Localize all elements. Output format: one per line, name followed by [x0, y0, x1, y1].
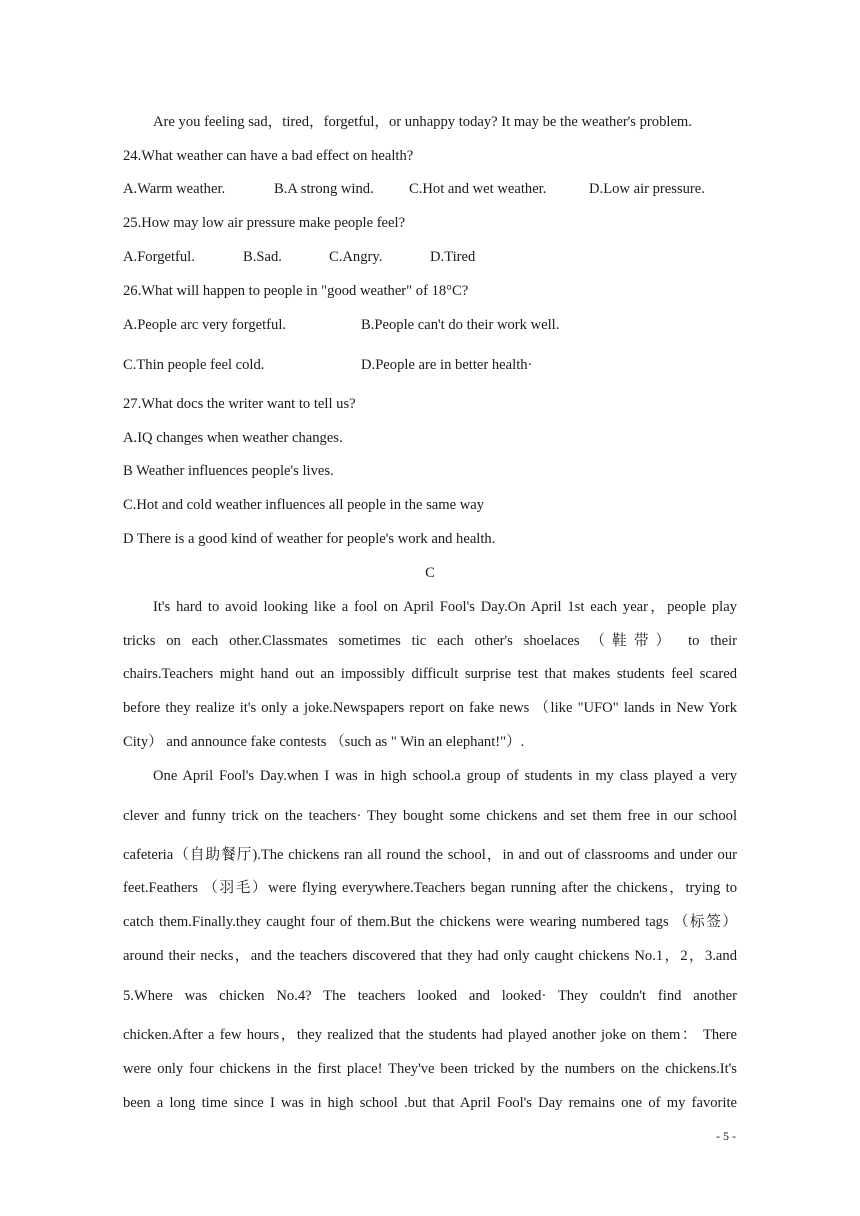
page-number: - 5 -	[716, 1129, 736, 1143]
question-25: 25.How may low air pressure make people feel?	[123, 215, 406, 231]
passage-line: clever and funny trick on the teachers· They bought some chickens and set them free in our school	[123, 808, 737, 824]
passage-line: were only four chickens in the first place! They've been tricked by the numbers on the chickens.It's	[123, 1061, 737, 1077]
passage-line: catch them.Finally.they caught four of them.But the chickens were wearing numbered tags （标签）	[123, 914, 737, 930]
q24-option-b: B.A strong wind.	[274, 181, 374, 197]
passage-line: been a long time since I was in high school .but that April Fool's Day remains one of my favorite	[123, 1095, 737, 1111]
q25-option-c: C.Angry.	[329, 249, 383, 265]
q24-option-d: D.Low air pressure.	[589, 181, 705, 197]
passage-line: around their necks，and the teachers discovered that they had only caught chickens No.1，2，3.and	[123, 948, 737, 964]
intro-sentence: Are you feeling sad，tired，forgetful，or unhappy today? It may be the weather's problem.	[153, 114, 692, 130]
question-24: 24.What weather can have a bad effect on health?	[123, 148, 414, 164]
q25-option-a: A.Forgetful.	[123, 249, 195, 265]
q26-option-d: D.People are in better health·	[361, 357, 533, 373]
q27-option-d: D There is a good kind of weather for people's work and health.	[123, 531, 496, 547]
q26-option-c: C.Thin people feel cold.	[123, 357, 265, 373]
question-27: 27.What docs the writer want to tell us?	[123, 396, 356, 412]
q26-option-a: A.People arc very forgetful.	[123, 317, 287, 333]
q25-option-d: D.Tired	[430, 249, 476, 265]
passage-line: chairs.Teachers might hand out an impossibly difficult surprise test that makes students feel scared	[123, 666, 737, 682]
passage-line: It's hard to avoid looking like a fool on April Fool's Day.On April 1st each year，people play	[153, 599, 737, 615]
q27-option-c: C.Hot and cold weather influences all people in the same way	[123, 497, 485, 513]
passage-line: feet.Feathers （羽毛）were flying everywhere.Teachers began running after the chickens，trying to	[123, 880, 737, 896]
question-26: 26.What will happen to people in "good weather" of 18°C?	[123, 283, 469, 299]
q27-option-b: B Weather influences people's lives.	[123, 463, 334, 479]
q27-option-a: A.IQ changes when weather changes.	[123, 430, 343, 446]
q24-option-c: C.Hot and wet weather.	[409, 181, 547, 197]
passage-line: 5.Where was chicken No.4? The teachers looked and looked· They couldn't find another	[123, 988, 737, 1004]
passage-line: tricks on each other.Classmates sometimes tic each other's shoelaces （鞋带） to their	[123, 633, 737, 649]
passage-line: One April Fool's Day.when I was in high school.a group of students in my class played a very	[153, 768, 737, 784]
passage-line: before they realize it's only a joke.Newspapers report on fake news （like "UFO" lands in New York	[123, 700, 737, 716]
passage-line: cafeteria（自助餐厅).The chickens ran all round the school，in and out of classrooms and under our	[123, 847, 737, 863]
passage-line: City） and announce fake contests （such as " Win an elephant!"）.	[123, 734, 525, 750]
section-heading: C	[425, 565, 435, 581]
q24-option-a: A.Warm weather.	[123, 181, 226, 197]
q25-option-b: B.Sad.	[243, 249, 282, 265]
passage-line: chicken.After a few hours，they realized that the students had played another joke on them： There	[123, 1027, 737, 1043]
q26-option-b: B.People can't do their work well.	[361, 317, 560, 333]
